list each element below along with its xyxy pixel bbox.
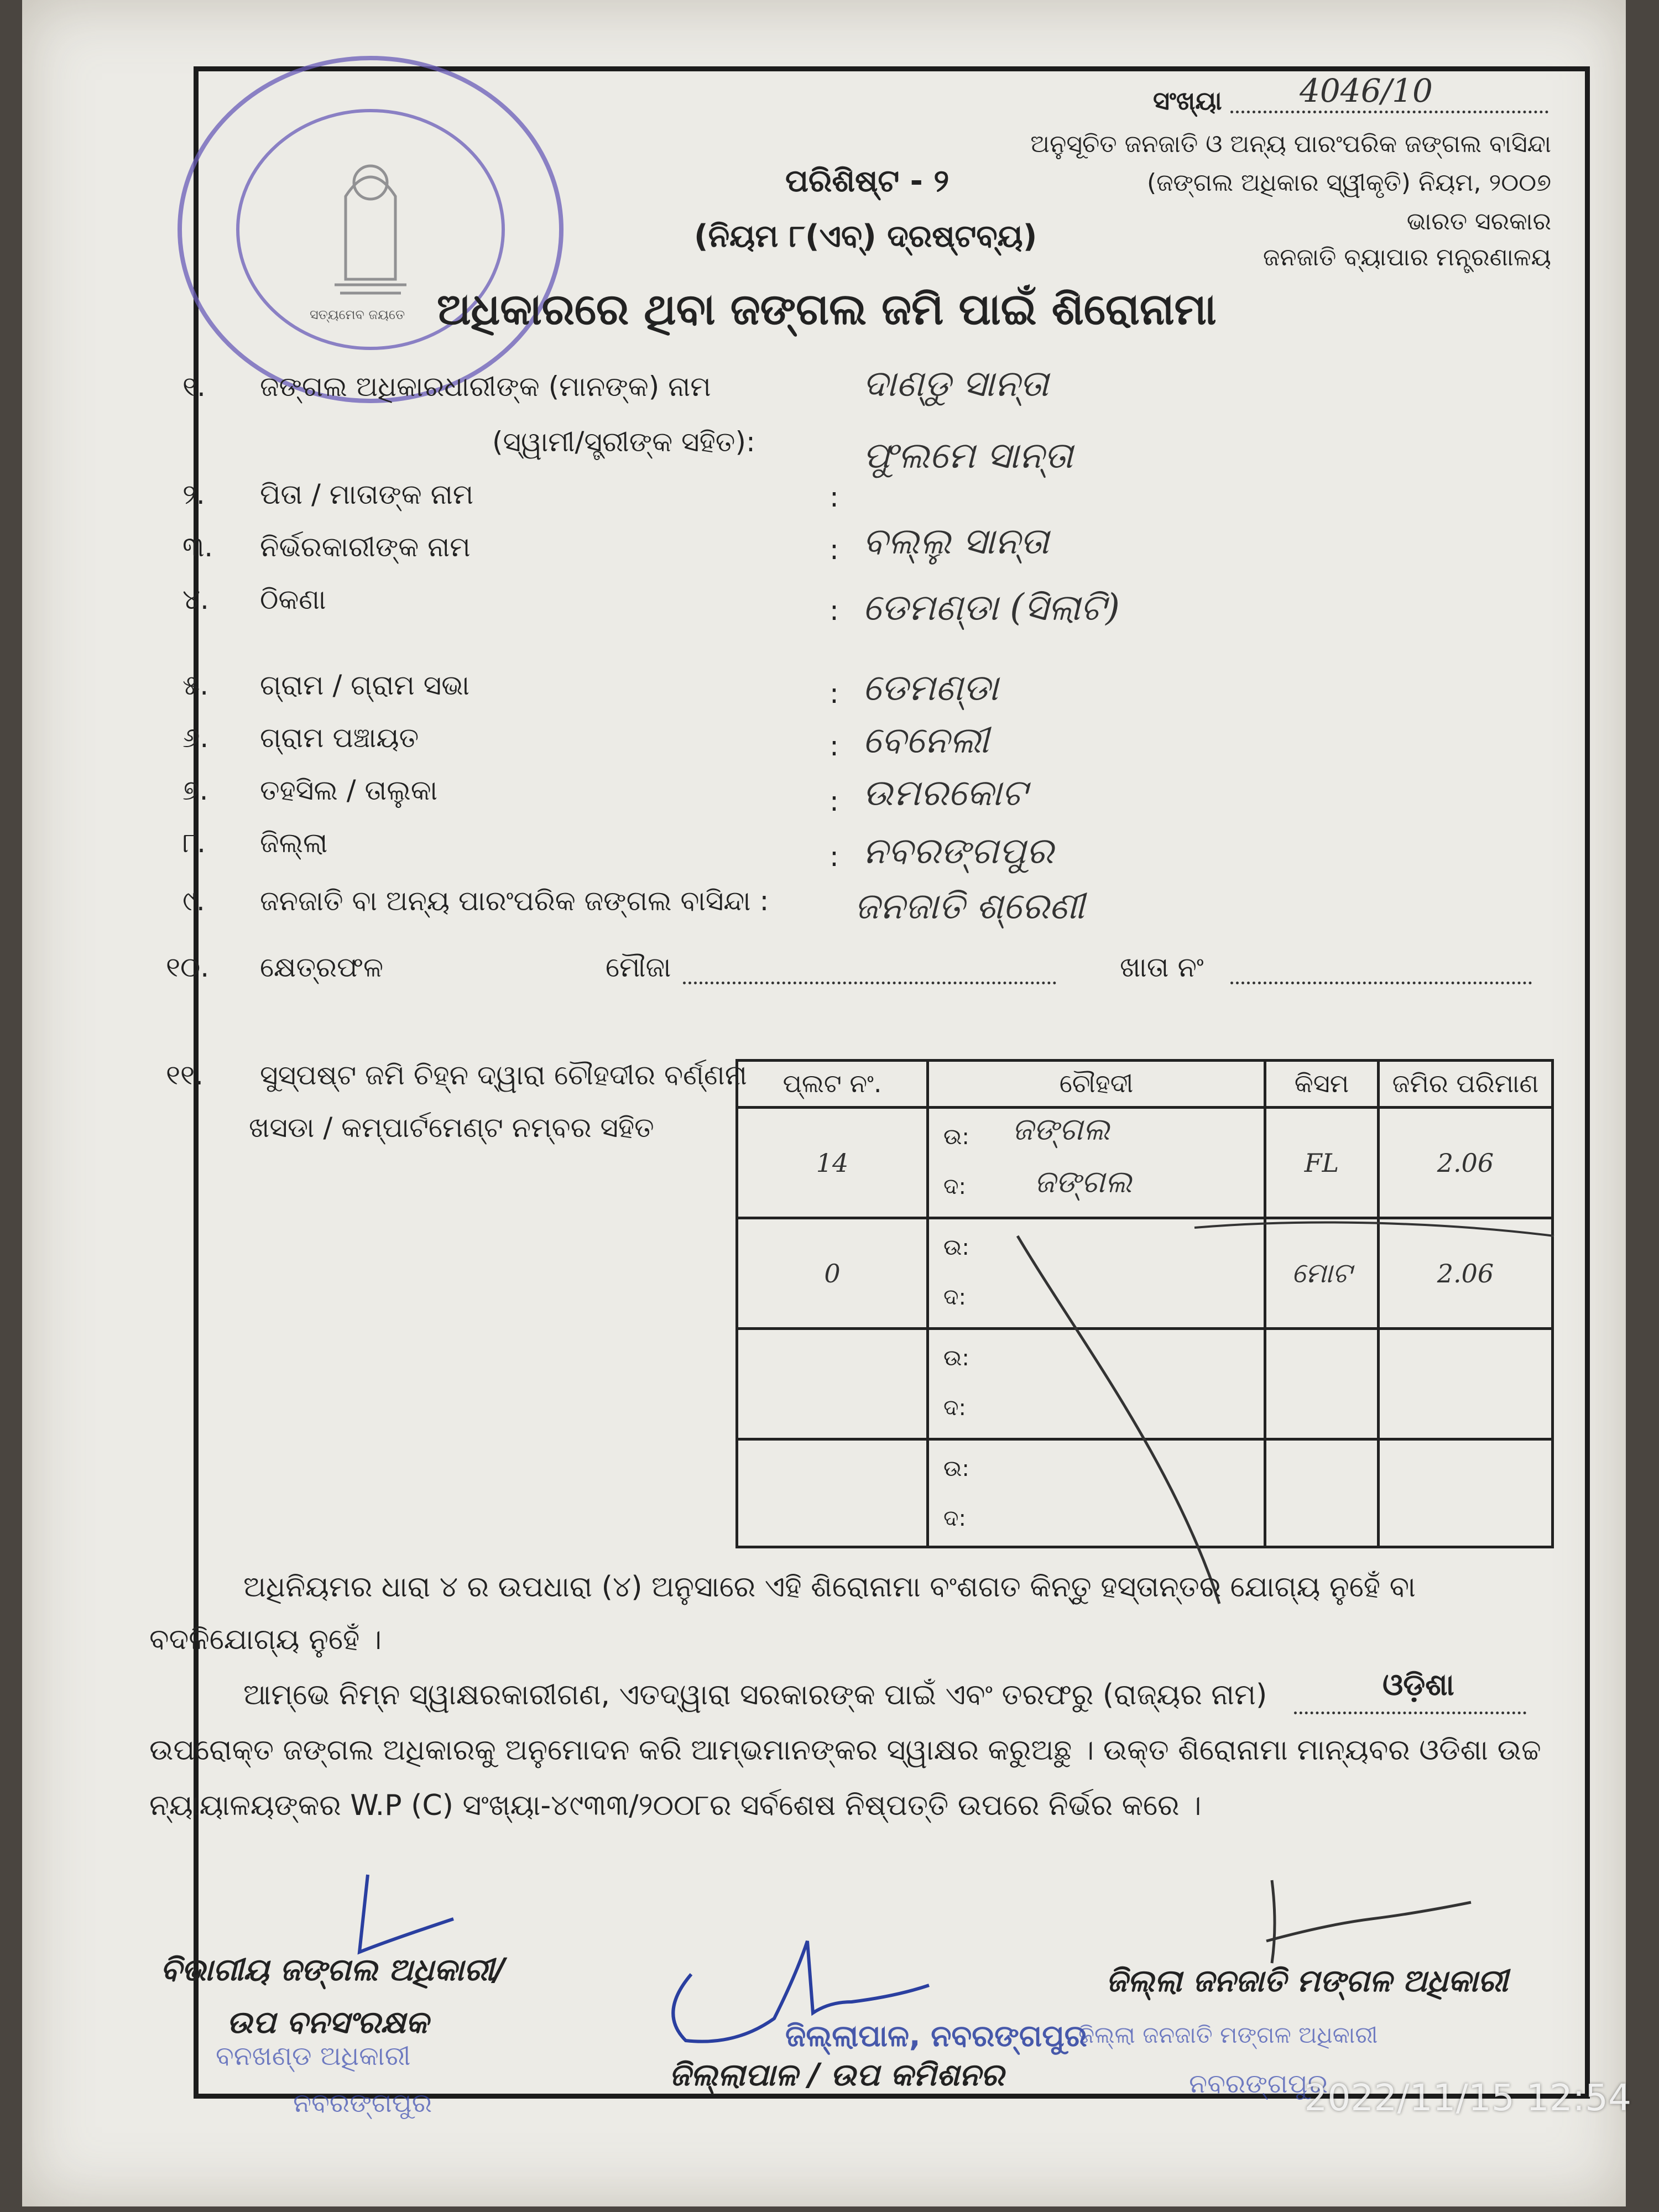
left-signatory-subtitle: ଉପ ବନସଂରକ୍ଷକ [227, 2005, 429, 2041]
field-no-6: ୬. [182, 722, 209, 754]
state-name: ଓଡ଼ିଶା [1383, 1667, 1454, 1702]
field-value-dependent: ବଲ୍ଲୁ ସାନ୍ତା [863, 520, 1049, 562]
boundary-label-2: ଖସଡା / କମ୍ପାର୍ଟମେଣ୍ଟ ନମ୍ବର ସହିତ [249, 1112, 654, 1144]
colon: : [830, 785, 839, 817]
plot-no: 0 [737, 1218, 928, 1329]
act-line-3: ଭାରତ ସରକାର [1406, 207, 1551, 236]
field-value-spouse: ଫୁଲମେ ସାନ୍ତା [863, 434, 1073, 477]
field-label-parent: ପିତା / ମାତାଙ୍କ ନାମ [260, 478, 474, 510]
field-no-2: ୨. [182, 478, 205, 510]
field-no-3: ୩. [182, 531, 213, 563]
south-label: ଦ: [943, 1285, 966, 1310]
colon: : [830, 841, 839, 873]
field-value-holder-name: ଦାଣ୍ଡୁ ସାନ୍ତା [863, 362, 1049, 405]
plot-no: 14 [737, 1108, 928, 1218]
field-label-district: ଜିଲ୍ଲା [260, 827, 328, 859]
col-plot-no: ପ୍ଲଟ ନଂ. [737, 1061, 928, 1108]
field-no-1: ୧. [182, 371, 206, 403]
colon: : [830, 594, 839, 627]
north-label: ଉ: [943, 1345, 969, 1371]
field-value-address: ଡେମଣ୍ଡା (ସିଲାଟି) [863, 586, 1120, 629]
field-label-category: ଜନଜାତି ବା ଅନ୍ୟ ପାରଂପରିକ ଜଙ୍ଗଲ ବାସିନ୍ଦା : [260, 885, 769, 917]
colon: : [830, 730, 839, 762]
appendix-heading: ପରିଶିଷ୍ଟ - ୨ [785, 163, 950, 199]
kisam-value: FL [1265, 1108, 1379, 1218]
field-no-11: ୧୧. [166, 1059, 204, 1091]
khata-label: ଖାତା ନଂ [1120, 951, 1204, 983]
north-label: ଉ: [943, 1124, 969, 1150]
field-no-9: ୯. [182, 885, 205, 917]
kisam-value: ମୋଟ [1265, 1218, 1379, 1329]
field-value-district: ନବରଙ୍ଗପୁର [863, 830, 1054, 872]
field-label-tahsil: ତହସିଲ / ତାଲୁକା [260, 774, 438, 806]
photo-timestamp: 2022/11/15 12:54 [1304, 2077, 1631, 2119]
field-no-5: ୫. [182, 669, 209, 701]
left-signatory-title: ବିଭାଗୀୟ ଜଙ୍ଗଲ ଅଧିକାରୀ/ [160, 1952, 505, 1988]
area-value: 2.06 [1379, 1108, 1553, 1218]
colon: : [830, 677, 839, 709]
colon: : [830, 534, 839, 566]
south-label: ଦ: [943, 1506, 966, 1531]
right-stamp-line1: ଜିଲ୍ଲା ଜନଜାତି ମଙ୍ଗଳ ଅଧିକାରୀ [1078, 2021, 1378, 2048]
rule-reference: (ନିୟମ ୮(ଏବ୍) ଦ୍ରଷ୍ଟବ୍ୟ) [694, 218, 1037, 254]
field-no-7: ୭. [182, 774, 208, 806]
south-label: ଦ: [943, 1395, 966, 1421]
field-label-spouse: (ସ୍ୱାମୀ/ସ୍ତ୍ରୀଙ୍କ ସହିତ): [492, 426, 755, 458]
center-stamp: ଜିଲ୍ଲାପାଳ, ନବରଙ୍ଗପୁର [785, 2018, 1087, 2053]
boundary-label-1: ସୁସ୍ପଷ୍ଟ ଜମି ଚିହ୍ନ ଦ୍ୱାରା ଚୌହଦୀର ବର୍ଣ୍ଣନା [260, 1059, 747, 1091]
right-stamp-line2: ନବରଙ୍ଗପୁର [1189, 2068, 1328, 2099]
north-label: ଉ: [943, 1456, 969, 1481]
field-no-8: ୮. [182, 827, 206, 859]
col-kisam: କିସମ [1265, 1061, 1379, 1108]
col-boundary: ଚୌହଦୀ [928, 1061, 1265, 1108]
field-label-address: ଠିକଣା [260, 583, 326, 615]
seal-caption: ସତ୍ୟମେବ ଜୟତେ [310, 307, 405, 322]
act-line-2: (ଜଙ୍ଗଲ ଅଧିକାର ସ୍ୱୀକୃତି) ନିୟମ, ୨୦୦୭ [1146, 169, 1551, 197]
number-value: 4046/10 [1300, 72, 1433, 109]
para2-line3: ନ୍ୟାୟାଳୟଙ୍କର W.P (C) ସଂଖ୍ୟା-୪୯୩୩/୨୦୦୮ର ସର୍ବଶେଷ ନିଷ୍ପତ୍ତି ଉପରେ ନିର୍ଭର କରେ । [149, 1789, 1202, 1822]
left-stamp-line1: ବନଖଣ୍ଡ ଅଧିକାରୀ [216, 2041, 411, 2072]
field-label-holder-name: ଜଙ୍ଗଲ ଅଧିକାରଧାରୀଙ୍କ (ମାନଙ୍କ) ନାମ [260, 371, 711, 403]
field-no-10: ୧୦. [166, 951, 210, 983]
south-label: ଦ: [943, 1174, 966, 1199]
field-label-panchayat: ଗ୍ରାମ ପଞ୍ଚାୟତ [260, 722, 419, 754]
left-stamp-line2: ନବରଙ୍ଗପୁର [293, 2088, 432, 2119]
col-land-area: ଜମିର ପରିମାଣ [1379, 1061, 1553, 1108]
north-value: ଜଙ୍ଗଲ [1012, 1112, 1110, 1147]
para1-line2: ବଦଳିଯୋଗ୍ୟ ନୁହେଁ । [149, 1623, 382, 1656]
center-signatory-title: ଜିଲ୍ଲାପାଳ / ଉପ କମିଶନର [669, 2057, 1004, 2093]
act-line-1: ଅନୁସୂଚିତ ଜନଜାତି ଓ ଅନ୍ୟ ପାରଂପରିକ ଜଙ୍ଗଲ ବାସିନ୍ଦା [1030, 130, 1551, 158]
field-value-category: ଜନଜାତି ଶ୍ରେଣୀ [854, 885, 1085, 927]
mouza-label: ମୌଜା [606, 951, 671, 983]
field-no-4: ୪. [182, 583, 209, 615]
field-label-dependent: ନିର୍ଭରକାରୀଙ୍କ ନାମ [260, 531, 471, 563]
page-title: ଅଧିକାରରେ ଥିବା ଜଙ୍ଗଲ ଜମି ପାଇଁ ଶିରୋନାମା [437, 285, 1217, 335]
para1-line1: ଅଧିନିୟମର ଧାରା ୪ ର ଉପଧାରା (୪) ଅନୁସାରେ ଏହି ଶିରୋନାମା ବଂଶଗତ କିନ୍ତୁ ହସ୍ତାନ୍ତର ଯୋଗ୍ୟ ନୁହେଁ ବା [243, 1571, 1416, 1604]
field-value-panchayat: ବେନେଲୀ [863, 719, 989, 761]
field-value-tahsil: ଉମରକୋଟ [863, 771, 1027, 814]
area-value: 2.06 [1379, 1218, 1553, 1329]
field-label-village: ଗ୍ରାମ / ଗ୍ରାମ ସଭା [260, 669, 469, 701]
right-signatory-title: ଜିଲ୍ଲା ଜନଜାତି ମଙ୍ଗଳ ଅଧିକାରୀ [1106, 1963, 1508, 1999]
act-line-4: ଜନଜାତି ବ୍ୟାପାର ମନ୍ତ୍ରଣାଳୟ [1262, 243, 1551, 272]
colon: : [830, 481, 839, 513]
south-value: ଜଙ୍ଗଲ [1034, 1164, 1132, 1200]
field-value-village: ଡେମଣ୍ଡା [863, 666, 999, 709]
number-label: ସଂଖ୍ୟା [1153, 86, 1222, 116]
para2-line1: ଆମ୍ଭେ ନିମ୍ନ ସ୍ୱାକ୍ଷରକାରୀଗଣ, ଏତଦ୍ୱାରା ସରକାରଙ୍କ ପାଇଁ ଏବଂ ତରଫରୁ (ରାଜ୍ୟର ନାମ) [243, 1678, 1267, 1712]
para2-line2: ଉପରୋକ୍ତ ଜଙ୍ଗଲ ଅଧିକାରକୁ ଅନୁମୋଦନ କରି ଆମ୍ଭମାନଙ୍କର ସ୍ୱାକ୍ଷର କରୁଅଛୁ । ଉକ୍ତ ଶିରୋନାମା ମାନ୍ୟବର ଓଡିଶା ଉଚ୍ଚ [149, 1734, 1541, 1767]
north-label: ଉ: [943, 1235, 969, 1260]
field-label-area: କ୍ଷେତ୍ରଫଳ [260, 951, 384, 983]
